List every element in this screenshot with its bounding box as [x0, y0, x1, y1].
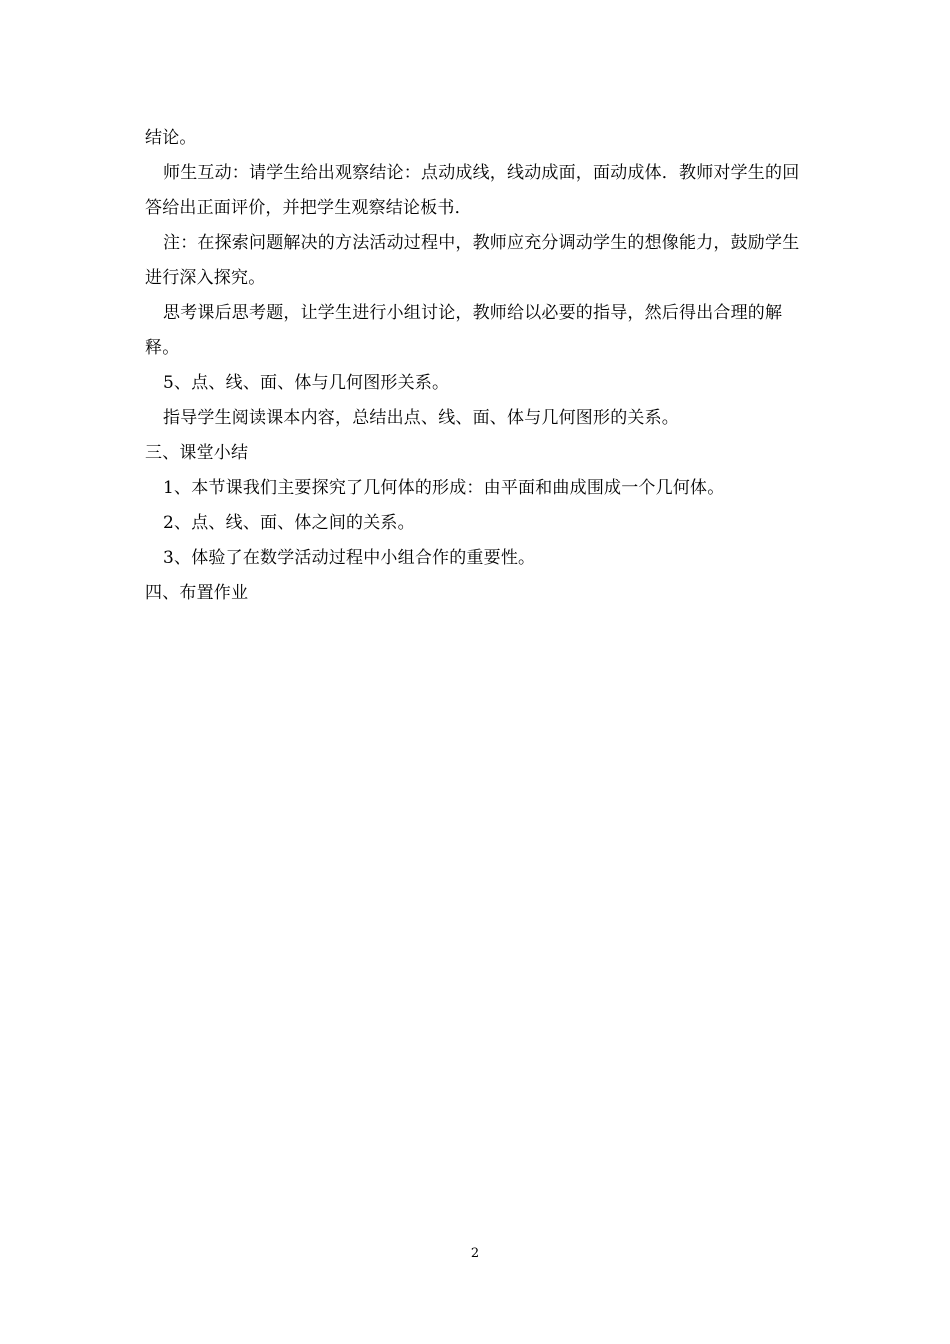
paragraph-note: 注：在探索问题解决的方法活动过程中，教师应充分调动学生的想像能力，鼓励学生进行深入探究。: [145, 233, 800, 288]
paragraph-thinking-question: 思考课后思考题，让学生进行小组讨论，教师给以必要的指导，然后得出合理的解释。: [145, 303, 783, 358]
paragraph-teacher-student-interaction: 师生互动：请学生给出观察结论：点动成线，线动成面，面动成体．教师对学生的回答给出正面评价，并把学生观察结论板书．: [145, 163, 800, 218]
paragraph-item-5-heading: 5、点、线、面、体与几何图形关系。: [163, 373, 450, 393]
paragraph-conclusion-tail: 结论。: [145, 128, 197, 148]
summary-item-2: 2、点、线、面、体之间的关系。: [163, 513, 415, 533]
page-number: 2: [470, 1246, 480, 1261]
section-heading-summary: 三、课堂小结: [145, 443, 249, 463]
document-body: [145, 121, 809, 611]
summary-item-1: 1、本节课我们主要探究了几何体的形成：由平面和曲成围成一个几何体。: [163, 478, 725, 498]
summary-item-3: 3、体验了在数学活动过程中小组合作的重要性。: [163, 548, 536, 568]
paragraph-guide-reading: 指导学生阅读课本内容，总结出点、线、面、体与几何图形的关系。: [163, 408, 679, 428]
section-heading-homework: 四、布置作业: [145, 583, 249, 603]
